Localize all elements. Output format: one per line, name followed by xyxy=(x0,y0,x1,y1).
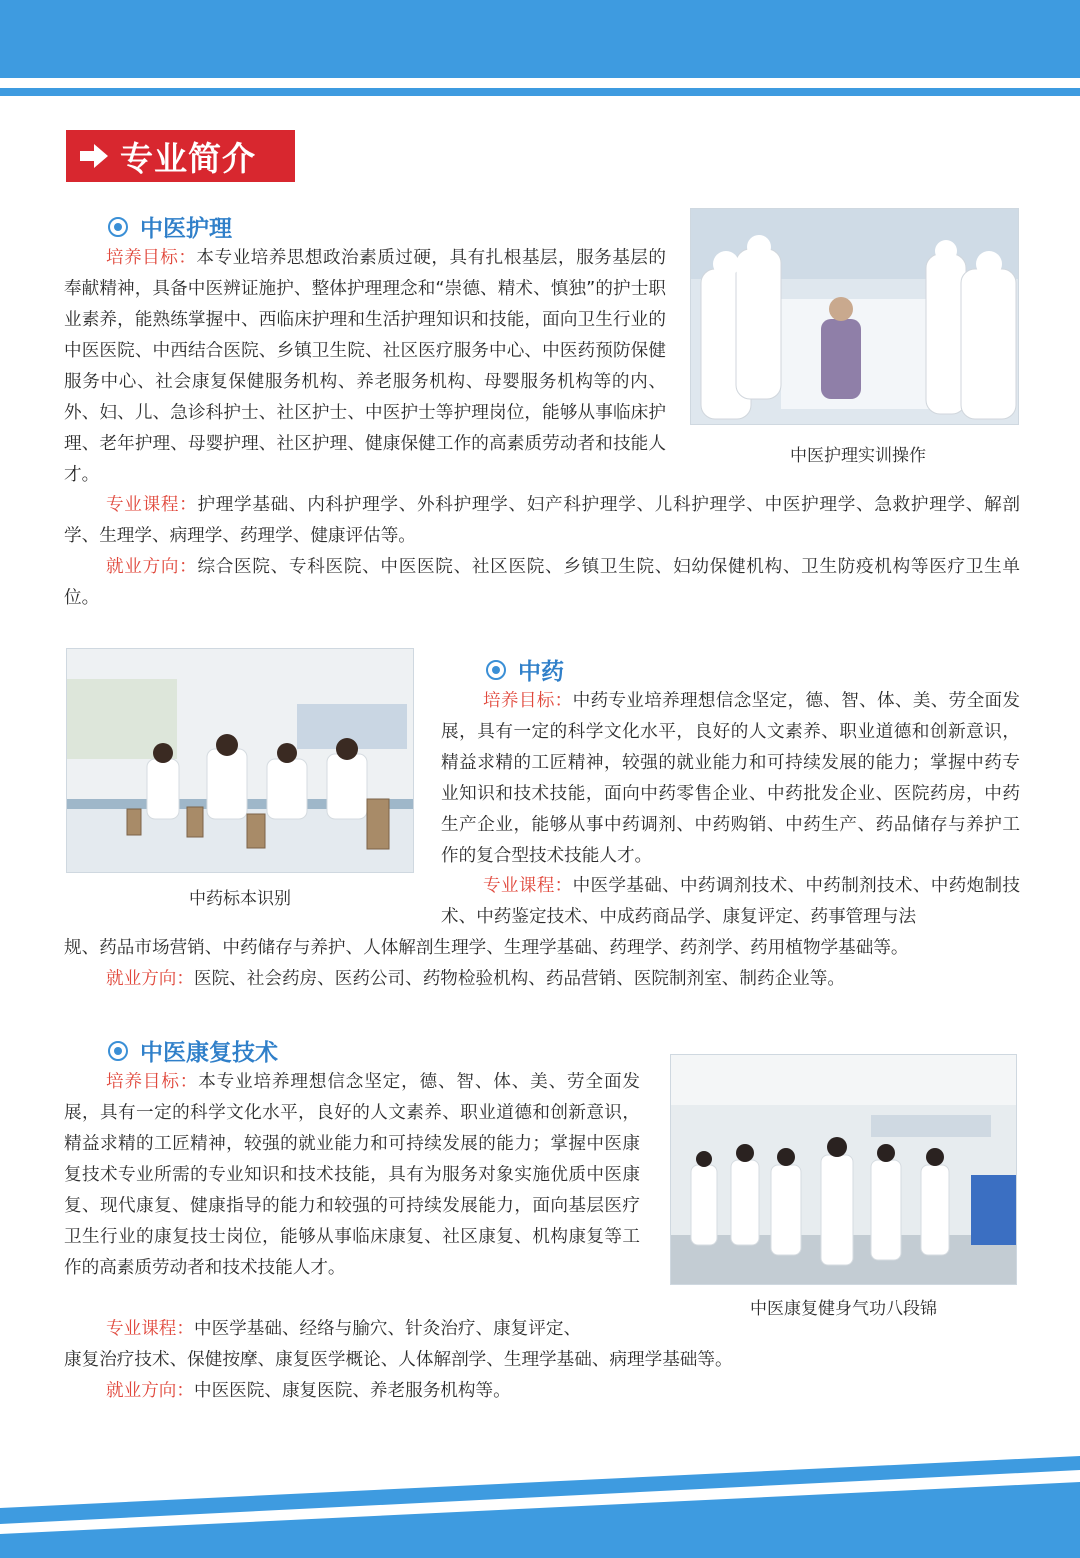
major-goal-paragraph xyxy=(64,1067,640,1284)
major-course-continued: 规、药品市场营销、中药储存与养护、人体解剖生理学、生理学基础、药理学、药剂学、药用植物学基础等。 xyxy=(64,938,909,958)
major-goal-paragraph xyxy=(64,243,666,491)
career-label: 就业方向： xyxy=(106,557,198,577)
major-title: 中药 xyxy=(518,659,564,685)
goal-label: 培养目标： xyxy=(483,691,573,711)
goal-label: 培养目标： xyxy=(106,248,197,268)
photo-caption: 中医护理实训操作 xyxy=(790,446,926,466)
photo-caption: 中药标本识别 xyxy=(189,889,291,909)
course-label: 专业课程： xyxy=(106,495,198,515)
goal-text: 本专业培养理想信念坚定，德、智、体、美、劳全面发展，具有一定的科学文化水平，良好的人文素养、职业道德和创新意识，精益求精的工匠精神，较强的就业能力和可持续发展的能力；掌握中医康复技术专业所需的专业知识和技术技能，具有为服务对象实施优质中医康复、现代康复、健康指导的能力和较强的可持续发展能力，面向基层医疗卫生行业的康复技士岗位，能够从事临床康复、社区康复、机构康复等工作的高素质劳动者和技术技能人才。 xyxy=(64,1072,640,1278)
goal-label: 培养目标： xyxy=(106,1072,199,1092)
circle-bullet-icon xyxy=(486,660,506,680)
course-text: 中医学基础、中药调剂技术、中药制剂技术、中药炮制技术、中药鉴定技术、中成药商品学、康复评定、药事管理与法 xyxy=(441,876,1020,927)
career-text: 中医医院、康复医院、养老服务机构等。 xyxy=(193,1381,511,1401)
photo-herb-identification xyxy=(66,648,414,873)
goal-text: 中药专业培养理想信念坚定，德、智、体、美、劳全面发展，具有一定的科学文化水平，良好的人文素养、职业道德和创新意识，精益求精的工匠精神，较强的就业能力和可持续发展的能力；掌握中药专业知识和技术技能，面向中药零售企业、中药批发企业、医院药房，中药生产企业，能够从事中药调剂、中药购销、中药生产、药品储存与养护工作的复合型技术技能人才。 xyxy=(441,691,1020,866)
photo-nursing-training xyxy=(690,208,1019,425)
major-career-paragraph xyxy=(64,964,1020,995)
major-course-paragraph xyxy=(64,490,1020,552)
major-goal-paragraph xyxy=(441,686,1020,872)
major-heading-nursing xyxy=(108,210,232,243)
circle-bullet-icon xyxy=(108,1041,128,1061)
bottom-decorative-band xyxy=(0,1438,1080,1558)
career-text: 综合医院、专科医院、中医医院、社区医院、乡镇卫生院、妇幼保健机构、卫生防疫机构等医疗卫生单位。 xyxy=(64,557,1020,608)
top-header-line xyxy=(0,88,1080,96)
course-text: 护理学基础、内科护理学、外科护理学、妇产科护理学、儿科护理学、中医护理学、急救护理学、解剖学、生理学、病理学、药理学、健康评估等。 xyxy=(64,495,1020,546)
career-text: 医院、社会药房、医药公司、药物检验机构、药品营销、医院制剂室、制药企业等。 xyxy=(193,969,845,989)
major-course-paragraph xyxy=(64,1314,664,1345)
major-title: 中医康复技术 xyxy=(140,1040,278,1066)
circle-bullet-icon xyxy=(108,217,128,237)
major-heading-rehab xyxy=(108,1034,278,1067)
course-text: 中医学基础、经络与腧穴、针灸治疗、康复评定、 xyxy=(193,1319,582,1339)
major-heading-pharmacy xyxy=(486,653,564,686)
photo-caption: 中医康复健身气功八段锦 xyxy=(750,1299,937,1319)
major-title: 中医护理 xyxy=(140,216,232,242)
major-course-continued: 康复治疗技术、保健按摩、康复医学概论、人体解剖学、生理学基础、病理学基础等。 xyxy=(64,1350,733,1370)
career-label: 就业方向： xyxy=(106,969,194,989)
career-label: 就业方向： xyxy=(106,1381,194,1401)
major-course-paragraph xyxy=(441,871,1020,933)
section-banner xyxy=(66,130,295,182)
major-career-paragraph xyxy=(64,1376,1020,1407)
photo-qigong-exercise xyxy=(670,1054,1017,1285)
course-label: 专业课程： xyxy=(483,876,573,896)
section-title: 专业简介 xyxy=(120,138,256,178)
course-label: 专业课程： xyxy=(106,1319,194,1339)
arrow-right-icon xyxy=(78,142,110,170)
major-career-paragraph xyxy=(64,552,1020,614)
goal-text: 本专业培养思想政治素质过硬，具有扎根基层，服务基层的奉献精神，具备中医辨证施护、整体护理理念和“崇德、精术、慎独”的护士职业素养，能熟练掌握中、西临床护理和生活护理知识和技能，面向卫生行业的中医医院、中西结合医院、乡镇卫生院、社区医疗服务中心、中医药预防保健服务中心、社会康复保健服务机构、养老服务机构、母婴服务机构等的内、外、妇、儿、急诊科护士、社区护士、中医护士等护理岗位，能够从事临床护理、老年护理、母婴护理、社区护理、健康保健工作的高素质劳动者和技能人才。 xyxy=(64,248,666,485)
top-header-band xyxy=(0,0,1080,78)
